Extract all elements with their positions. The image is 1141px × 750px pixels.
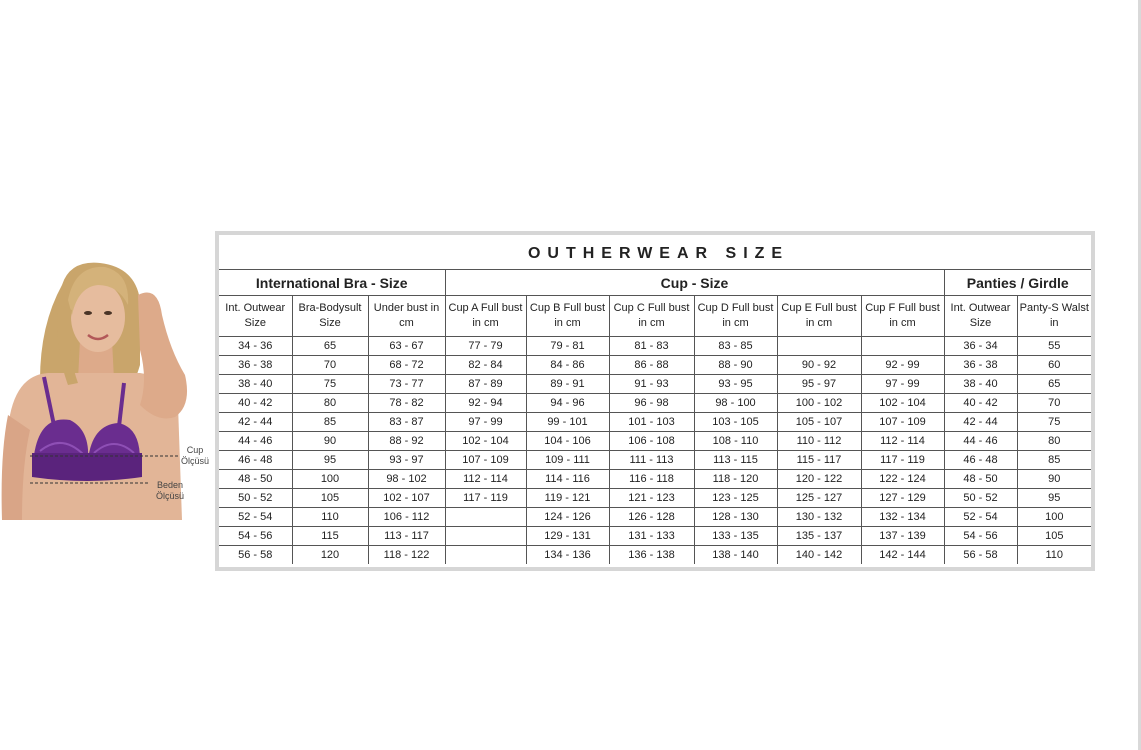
table-cell: 118 - 120 bbox=[694, 470, 777, 489]
group-header-panties-girdle: Panties / Girdle bbox=[944, 270, 1091, 296]
table-row bbox=[219, 356, 1091, 375]
table-cell: 102 - 104 bbox=[445, 432, 526, 451]
table-cell: 40 - 42 bbox=[944, 394, 1017, 413]
table-cell: 140 - 142 bbox=[777, 546, 861, 565]
table-cell: 117 - 119 bbox=[861, 451, 944, 470]
table-row bbox=[219, 451, 1091, 470]
table-cell: 82 - 84 bbox=[445, 356, 526, 375]
table-cell: 50 - 52 bbox=[219, 489, 292, 508]
table-cell: 113 - 117 bbox=[368, 527, 445, 546]
table-cell: 105 bbox=[1017, 527, 1091, 546]
column-header: Cup C Full bust in cm bbox=[609, 296, 694, 337]
model-photo bbox=[0, 255, 215, 525]
table-cell: 92 - 99 bbox=[861, 356, 944, 375]
table-cell: 100 bbox=[1017, 508, 1091, 527]
table-cell: 92 - 94 bbox=[445, 394, 526, 413]
table-cell: 105 bbox=[292, 489, 368, 508]
table-cell: 135 - 137 bbox=[777, 527, 861, 546]
table-cell: 50 - 52 bbox=[944, 489, 1017, 508]
table-row bbox=[219, 508, 1091, 527]
table-cell: 75 bbox=[1017, 413, 1091, 432]
table-cell: 48 - 50 bbox=[944, 470, 1017, 489]
column-header: Cup B Full bust in cm bbox=[526, 296, 609, 337]
table-cell: 44 - 46 bbox=[219, 432, 292, 451]
table-cell: 102 - 104 bbox=[861, 394, 944, 413]
table-cell: 112 - 114 bbox=[861, 432, 944, 451]
table-cell: 34 - 36 bbox=[219, 337, 292, 356]
table-cell: 38 - 40 bbox=[944, 375, 1017, 394]
table-cell: 119 - 121 bbox=[526, 489, 609, 508]
column-header: Cup E Full bust in cm bbox=[777, 296, 861, 337]
table-cell: 95 - 97 bbox=[777, 375, 861, 394]
table-cell: 121 - 123 bbox=[609, 489, 694, 508]
table-cell: 56 - 58 bbox=[219, 546, 292, 565]
table-cell: 68 - 72 bbox=[368, 356, 445, 375]
table-cell: 80 bbox=[292, 394, 368, 413]
table-cell: 95 bbox=[292, 451, 368, 470]
column-header: Int. Outwear Size bbox=[944, 296, 1017, 337]
table-cell: 124 - 126 bbox=[526, 508, 609, 527]
table-cell: 44 - 46 bbox=[944, 432, 1017, 451]
table-cell: 48 - 50 bbox=[219, 470, 292, 489]
table-cell: 46 - 48 bbox=[944, 451, 1017, 470]
table-cell: 93 - 95 bbox=[694, 375, 777, 394]
group-header-row bbox=[219, 270, 1091, 296]
column-header: Panty-S Walst in bbox=[1017, 296, 1091, 337]
cup-measure-label: Cup Ölçüsü bbox=[180, 445, 209, 466]
column-header: Bra-Bodysult Size bbox=[292, 296, 368, 337]
table-cell bbox=[445, 546, 526, 565]
table-cell: 129 - 131 bbox=[526, 527, 609, 546]
table-cell: 52 - 54 bbox=[944, 508, 1017, 527]
table-cell: 120 - 122 bbox=[777, 470, 861, 489]
table-cell: 79 - 81 bbox=[526, 337, 609, 356]
table-cell: 126 - 128 bbox=[609, 508, 694, 527]
table-title-row bbox=[219, 235, 1091, 270]
table-cell: 54 - 56 bbox=[944, 527, 1017, 546]
table-cell: 88 - 92 bbox=[368, 432, 445, 451]
table-cell: 96 - 98 bbox=[609, 394, 694, 413]
table-cell: 83 - 85 bbox=[694, 337, 777, 356]
column-header-row bbox=[219, 296, 1091, 337]
table-cell: 98 - 102 bbox=[368, 470, 445, 489]
table-cell: 63 - 67 bbox=[368, 337, 445, 356]
table-cell: 38 - 40 bbox=[219, 375, 292, 394]
table-cell: 65 bbox=[292, 337, 368, 356]
table-cell: 120 bbox=[292, 546, 368, 565]
table-cell: 128 - 130 bbox=[694, 508, 777, 527]
table-cell: 131 - 133 bbox=[609, 527, 694, 546]
table-row bbox=[219, 546, 1091, 565]
table-cell: 109 - 111 bbox=[526, 451, 609, 470]
table-cell: 65 bbox=[1017, 375, 1091, 394]
table-cell: 84 - 86 bbox=[526, 356, 609, 375]
table-cell: 110 bbox=[1017, 546, 1091, 565]
table-cell: 105 - 107 bbox=[777, 413, 861, 432]
table-cell: 112 - 114 bbox=[445, 470, 526, 489]
table-cell: 108 - 110 bbox=[694, 432, 777, 451]
table-cell: 113 - 115 bbox=[694, 451, 777, 470]
table-cell: 130 - 132 bbox=[777, 508, 861, 527]
table-row bbox=[219, 375, 1091, 394]
table-cell: 136 - 138 bbox=[609, 546, 694, 565]
table-cell: 88 - 90 bbox=[694, 356, 777, 375]
table-cell: 78 - 82 bbox=[368, 394, 445, 413]
table-row bbox=[219, 470, 1091, 489]
table-cell: 97 - 99 bbox=[445, 413, 526, 432]
table-row bbox=[219, 432, 1091, 451]
table-title: OUTHERWEAR SIZE bbox=[219, 235, 1091, 270]
table-cell: 54 - 56 bbox=[219, 527, 292, 546]
table-cell: 117 - 119 bbox=[445, 489, 526, 508]
table-cell: 60 bbox=[1017, 356, 1091, 375]
table-cell: 116 - 118 bbox=[609, 470, 694, 489]
table-cell: 103 - 105 bbox=[694, 413, 777, 432]
table-cell: 93 - 97 bbox=[368, 451, 445, 470]
table-cell: 95 bbox=[1017, 489, 1091, 508]
table-cell: 85 bbox=[1017, 451, 1091, 470]
table-cell: 104 - 106 bbox=[526, 432, 609, 451]
table-cell: 83 - 87 bbox=[368, 413, 445, 432]
table-row bbox=[219, 394, 1091, 413]
beden-measure-label: Beden Ölçüsü bbox=[155, 480, 184, 501]
table-cell: 75 bbox=[292, 375, 368, 394]
table-row bbox=[219, 413, 1091, 432]
table-cell: 127 - 129 bbox=[861, 489, 944, 508]
table-cell: 123 - 125 bbox=[694, 489, 777, 508]
table-row bbox=[219, 527, 1091, 546]
table-cell: 52 - 54 bbox=[219, 508, 292, 527]
table-cell: 142 - 144 bbox=[861, 546, 944, 565]
table-cell: 110 - 112 bbox=[777, 432, 861, 451]
table-cell: 85 bbox=[292, 413, 368, 432]
table-row bbox=[219, 489, 1091, 508]
table-cell: 89 - 91 bbox=[526, 375, 609, 394]
table-cell: 42 - 44 bbox=[944, 413, 1017, 432]
table-cell: 110 bbox=[292, 508, 368, 527]
table-cell: 90 bbox=[292, 432, 368, 451]
table-cell: 36 - 34 bbox=[944, 337, 1017, 356]
table-cell: 125 - 127 bbox=[777, 489, 861, 508]
table-cell: 55 bbox=[1017, 337, 1091, 356]
table-cell: 114 - 116 bbox=[526, 470, 609, 489]
table-cell: 97 - 99 bbox=[861, 375, 944, 394]
table-cell: 115 bbox=[292, 527, 368, 546]
table-cell: 56 - 58 bbox=[944, 546, 1017, 565]
column-header: Cup A Full bust in cm bbox=[445, 296, 526, 337]
table-cell: 42 - 44 bbox=[219, 413, 292, 432]
column-header: Cup F Full bust in cm bbox=[861, 296, 944, 337]
table-cell: 138 - 140 bbox=[694, 546, 777, 565]
size-chart-table bbox=[219, 235, 1091, 564]
table-cell: 70 bbox=[292, 356, 368, 375]
table-row bbox=[219, 337, 1091, 356]
table-cell: 36 - 38 bbox=[219, 356, 292, 375]
table-cell: 106 - 112 bbox=[368, 508, 445, 527]
column-header: Cup D Full bust in cm bbox=[694, 296, 777, 337]
table-cell: 111 - 113 bbox=[609, 451, 694, 470]
table-cell: 80 bbox=[1017, 432, 1091, 451]
table-cell: 107 - 109 bbox=[861, 413, 944, 432]
table-cell: 91 - 93 bbox=[609, 375, 694, 394]
table-cell: 122 - 124 bbox=[861, 470, 944, 489]
table-cell: 90 bbox=[1017, 470, 1091, 489]
table-cell: 70 bbox=[1017, 394, 1091, 413]
table-cell bbox=[445, 508, 526, 527]
table-cell: 98 - 100 bbox=[694, 394, 777, 413]
table-cell: 87 - 89 bbox=[445, 375, 526, 394]
table-cell: 46 - 48 bbox=[219, 451, 292, 470]
table-cell bbox=[445, 527, 526, 546]
table-cell: 36 - 38 bbox=[944, 356, 1017, 375]
table-cell: 90 - 92 bbox=[777, 356, 861, 375]
table-cell: 137 - 139 bbox=[861, 527, 944, 546]
table-cell: 81 - 83 bbox=[609, 337, 694, 356]
table-cell: 101 - 103 bbox=[609, 413, 694, 432]
table-cell: 115 - 117 bbox=[777, 451, 861, 470]
table-cell: 132 - 134 bbox=[861, 508, 944, 527]
table-cell bbox=[861, 337, 944, 356]
group-header-cup-size: Cup - Size bbox=[445, 270, 944, 296]
group-header-bra-size: International Bra - Size bbox=[219, 270, 445, 296]
table-cell: 102 - 107 bbox=[368, 489, 445, 508]
table-cell: 73 - 77 bbox=[368, 375, 445, 394]
table-cell: 118 - 122 bbox=[368, 546, 445, 565]
table-cell: 107 - 109 bbox=[445, 451, 526, 470]
table-cell: 99 - 101 bbox=[526, 413, 609, 432]
table-cell: 134 - 136 bbox=[526, 546, 609, 565]
table-cell: 100 bbox=[292, 470, 368, 489]
column-header: Int. Outwear Size bbox=[219, 296, 292, 337]
table-cell: 86 - 88 bbox=[609, 356, 694, 375]
table-cell bbox=[777, 337, 861, 356]
table-cell: 106 - 108 bbox=[609, 432, 694, 451]
table-cell: 133 - 135 bbox=[694, 527, 777, 546]
size-chart-table-container bbox=[215, 231, 1095, 571]
table-cell: 40 - 42 bbox=[219, 394, 292, 413]
table-cell: 100 - 102 bbox=[777, 394, 861, 413]
table-cell: 94 - 96 bbox=[526, 394, 609, 413]
table-cell: 77 - 79 bbox=[445, 337, 526, 356]
column-header: Under bust in cm bbox=[368, 296, 445, 337]
